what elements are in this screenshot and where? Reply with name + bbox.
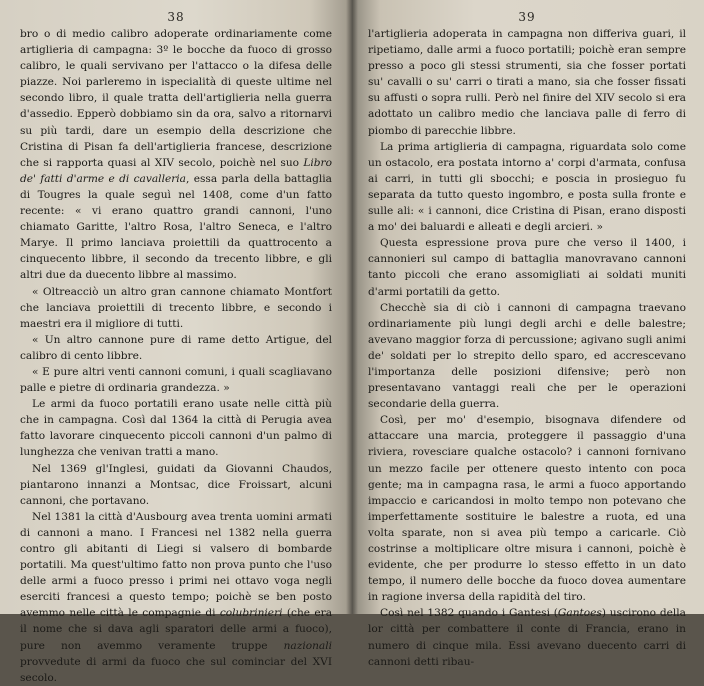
italic-text: colubrinieri [219, 607, 283, 620]
paragraph: « E pure altri venti cannoni comuni, i quali scagliavano palle e pietre di ordinaria grandezza. » [20, 365, 332, 395]
page-text [20, 26, 332, 686]
paragraph: « Oltreacciò un altro gran cannone chiamato Montfort che lanciava proiettili di trecento libbre, e secondo i maestri era il migliore di tutti. [20, 285, 332, 330]
right-page [352, 0, 704, 668]
paragraph: Così nel 1382 quando i Gantesi (Gantoes) uscirono della lor città per combattere il conte di Francia, erano in numero di cinque mila. Essi avevano duecento carri di cannoni detti ribau- [368, 607, 686, 668]
italic-text: Gantoes [557, 607, 602, 620]
paragraph: Così, per mo' d'esempio, bisognava difendere od attaccare una marcia, proteggere il passaggio d'una riviera, rovesciare qualche ostacolo? i cannoni fornivano un mezzo facile per ottenere questo intento con poca gente; ma in campagna rasa, le armi a fuoco apportando impaccio e caricandosi in molto tempo non potevano che imperfettamente sostituire le balestre a ruota, ed una volta sparate, non si avea più tempo a caricarle. Ciò costrinse a moltiplicare oltre misura i cannoni, poichè è evidente, che per produrre lo stesso effetto in un dato tempo, il numero delle bocche da fuoco dovea aumentare in ragione inversa della rapidità del tiro. [368, 414, 686, 604]
book-gutter [346, 0, 358, 614]
page-text [368, 26, 686, 670]
paragraph: bro o di medio calibro adoperate ordinariamente come artiglieria di campagna: 3º le bocche da fuoco di grosso calibro, le quali servivano per l'attacco o la difesa delle piazze. Noi parleremo in ispecialità di queste ultime nel secondo libro, il quale tratta dell'artiglieria nella guerra d'assedio. Epperò dobbiamo sin da ora, salvo a ritornarvi su più tardi, dare un esempio della descrizione che Cristina di Pisan fa dell'artiglieria francese, descrizione che si rapporta quasi al XIV secolo, poichè nel suo Libro de' fatti d'arme e di cavalleria, essa parla della battaglia di Tougres la quale seguì nel 1408, come d'un fatto recente: « vi erano quattro grandi cannoni, l'uno chiamato Garitte, l'altro Rosa, l'altro Seneca, e l'altro Marye. Il primo lanciava proiettili da quattrocento a cinquecento libbre, il secondo da trecento libbre, e gli altri due da duecento libbre al massimo. [20, 28, 332, 282]
page-number: 38 [167, 10, 185, 24]
italic-text: Libro de' fatti d'arme e di cavalleria [20, 156, 332, 185]
italic-text: nazionali [283, 639, 332, 652]
paragraph: La prima artiglieria di campagna, riguardata solo come un ostacolo, era postata intorno a' corpi d'armata, confusa ai carri, in tutti gli sbocchi; e poscia in prosieguo fu separata da tutto questo ingombro, e posta sulla fronte e sulle ali: « i cannoni, dice Cristina di Pisan, erano disposti a mo' dei baluardi e alleati e degli arcieri. » [368, 140, 686, 234]
paragraph: Questa espressione prova pure che verso il 1400, i cannonieri sul campo di battaglia manovravano cannoni tanto piccoli che erano assomigliati ai soldati muniti d'armi portatili da getto. [368, 237, 686, 298]
page-number: 39 [518, 10, 536, 24]
paragraph: Le armi da fuoco portatili erano usate nelle città più che in campagna. Così dal 1364 la città di Perugia avea fatto lavorare cinquecento piccoli cannoni d'un palmo di lunghezza che venivan tratti a mano. [20, 398, 332, 459]
paragraph: Nel 1369 gl'Inglesi, guidati da Giovanni Chaudos, piantarono innanzi a Montsac, dice Froissart, alcuni cannoni, che portavano. [20, 462, 332, 507]
paragraph: l'artiglieria adoperata in campagna non differiva guari, il ripetiamo, dalle armi a fuoco portatili; poichè eran sempre presso a poco gli stessi strumenti, sia che fosser portati su' cavalli o su' carri o tirati a mano, sia che fosser fissati su affusti o sopra rulli. Però nel finire del XIV secolo si era adottato un calibro medio che lanciava palle di ferro di piombo di parecchie libbre. [368, 28, 686, 137]
paragraph: « Un altro cannone pure di rame detto Artigue, del calibro di cento libbre. [20, 333, 332, 362]
left-page [0, 0, 352, 684]
paragraph: Nel 1381 la città d'Ausbourg avea trenta uomini armati di cannoni a mano. I Francesi nel 1382 nella guerra contro gli abitanti di Liegi si valsero di bombarde portatili. Ma quest'ultimo fatto non prova punto che l'uso delle armi a fuoco presso i primi nei ottavo voga negli eserciti francesi a questo tempo; poichè se ben posto avemmo nelle città le compagnie di colubrinieri (che era il nome che si dava agli sparatori delle armi a fuoco), pure non avemmo veramente truppe nazionali provvedute di armi da fuoco che sul cominciar del XVI secolo. [20, 510, 333, 684]
paragraph: Checchè sia di ciò i cannoni di campagna traevano ordinariamente più lungi degli archi e delle balestre; avevano maggior forza di percussione; agivano sugli animi de' soldati per lo strepito dello sparo, ed accrescevano l'importanza delle posizioni difensive; però non presentavano vantaggi reali che per le operazioni secondarie della guerra. [368, 301, 686, 411]
